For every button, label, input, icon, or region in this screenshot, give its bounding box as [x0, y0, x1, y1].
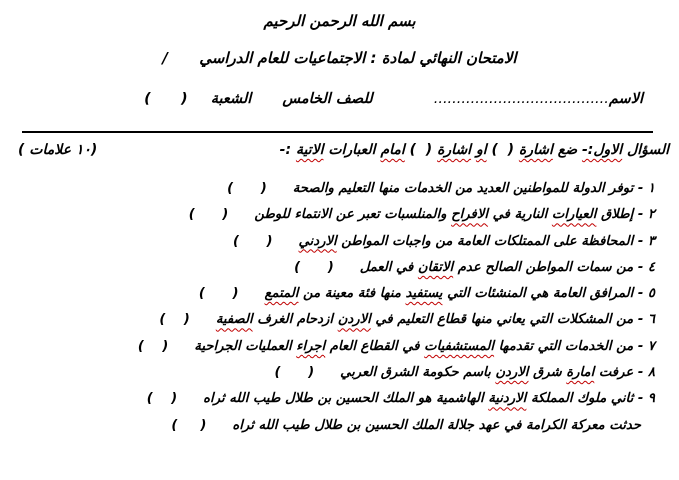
answer-slot[interactable]: ( ) — [188, 207, 229, 223]
section-answer-slot[interactable]: ( ) — [144, 91, 188, 107]
question-item — [8, 176, 655, 202]
text-run: والمنلسبات تعبر عن الانتماء للوطن — [254, 207, 452, 223]
item-number: ٩ - — [633, 391, 655, 407]
item-number: ٦ - — [633, 312, 655, 328]
text-run: ازدحام الغرف — [252, 312, 338, 328]
text-run: المرافق العامة هي المنشئات التي — [442, 286, 634, 302]
answer-slot[interactable]: ( ) — [227, 181, 267, 196]
item-number: ٤ - — [633, 259, 655, 275]
question-item — [8, 229, 655, 255]
misspelled-word: يستفيد — [405, 286, 443, 302]
misspelled-word: الاردنية — [488, 391, 527, 407]
questions-list — [0, 176, 679, 439]
text-run: إطلاق — [596, 207, 634, 223]
text-run: في القطاع العام — [325, 338, 425, 354]
misspelled-word: الاردن — [337, 312, 371, 328]
basmala-line: بسم الله الرحمن الرحيم — [263, 12, 416, 30]
question-header-row — [0, 142, 679, 158]
section-label: الشعبة — [210, 91, 252, 107]
text-run: ثاني ملوك المملكة — [526, 391, 634, 407]
misspelled-word: الاول:- — [581, 142, 623, 158]
question-text — [194, 339, 655, 354]
misspelled-word: اجراء — [296, 338, 326, 354]
name-row — [0, 91, 679, 107]
text-run: في العمل — [359, 259, 418, 275]
text-run: ( ) — [404, 142, 438, 158]
text-run: ضع — [552, 142, 582, 158]
question-text — [232, 418, 655, 433]
name-label: الاسم — [608, 91, 643, 107]
text-run: باسم حكومة الشرق العربي — [340, 365, 496, 381]
item-number: ٢ - — [633, 207, 655, 223]
misspelled-word: او — [475, 142, 487, 158]
text-run: النارية في — [488, 207, 552, 223]
divider — [22, 131, 653, 133]
question-item — [8, 307, 655, 333]
question-item — [8, 281, 655, 307]
answer-slot[interactable]: ( ) — [146, 391, 178, 407]
question-text — [360, 260, 655, 275]
item-number: ١ - — [633, 181, 655, 196]
text-run: شرق — [528, 365, 567, 381]
marks-label: ( ١٠ علامات) — [18, 142, 98, 158]
question-text — [203, 391, 655, 406]
question-text — [340, 365, 655, 380]
text-run: من سمات المواطن الصالح عدم — [453, 259, 634, 275]
misspelled-word: اشارة — [437, 142, 472, 158]
item-number: ٨ - — [633, 365, 655, 381]
question-item — [8, 202, 655, 228]
question-item — [8, 413, 655, 439]
question-text — [265, 286, 655, 301]
name-fill-line[interactable]: ...................................... — [433, 91, 609, 107]
text-run: :- — [279, 142, 296, 158]
question-text — [254, 207, 655, 222]
text-run: العبارات — [323, 142, 381, 158]
misspelled-word: امام — [380, 142, 405, 158]
misspelled-word: الاتقان — [417, 259, 454, 275]
text-run: الهاشمية هو الملك الحسين بن طلال طيب الله ثراه — [203, 391, 489, 407]
misspelled-word: المستشفيات — [424, 338, 495, 354]
answer-slot[interactable]: ( ) — [159, 312, 190, 328]
text-run: المحافظة على الممتلكات العامة من واجبات المواطن — [336, 233, 634, 249]
question-item — [8, 360, 655, 386]
item-number: ٣ - — [633, 233, 655, 249]
class-label: للصف الخامس — [282, 91, 373, 107]
misspelled-word: الصفية — [215, 312, 253, 328]
question-text — [293, 181, 655, 196]
answer-slot[interactable]: ( ) — [232, 233, 273, 249]
item-number: ٧ - — [633, 338, 655, 354]
text-run: حدثت معركة الكرامة في عهد جلالة الملك الحسين بن طلال طيب الله ثراه — [232, 417, 641, 433]
text-run: العمليات الجراحية — [194, 338, 297, 354]
misspelled-word: المتمع — [264, 286, 299, 302]
text-run: السؤال — [622, 142, 669, 158]
question-text — [299, 234, 655, 249]
misspelled-word: الاتية — [295, 142, 324, 158]
misspelled-word: العيارات — [551, 207, 597, 223]
answer-slot[interactable]: ( ) — [274, 365, 315, 381]
misspelled-word: امارة — [566, 365, 595, 381]
exam-title: الامتحان النهائي لمادة : الاجتماعيات للعام الدراسي / — [162, 49, 517, 67]
text-run: من الخدمات التي تقدمها — [494, 338, 634, 354]
answer-slot[interactable]: ( ) — [198, 286, 239, 302]
question-item — [8, 334, 655, 360]
question-one-title — [280, 142, 669, 158]
question-item — [8, 386, 655, 412]
misspelled-word: اشارة — [518, 142, 553, 158]
item-number: ٥ - — [633, 286, 655, 302]
text-run: منها فئة معينة من — [298, 286, 406, 302]
misspelled-word: الاردن — [495, 365, 529, 381]
text-run: ( ) — [486, 142, 519, 158]
answer-slot[interactable]: ( ) — [171, 417, 207, 433]
text-run: عرفت — [594, 365, 634, 381]
question-item — [8, 255, 655, 281]
text-run: توفر الدولة للمواطنين العديد من الخدمات منها التعليم والصحة — [292, 181, 634, 196]
answer-slot[interactable]: ( ) — [294, 259, 334, 275]
question-text — [216, 312, 655, 327]
answer-slot[interactable]: ( ) — [137, 338, 169, 354]
text-run: من المشكلات التي يعاني منها قطاع التعليم في — [370, 312, 634, 328]
misspelled-word: الافراح — [451, 207, 489, 223]
misspelled-word: الاردني — [298, 233, 337, 249]
